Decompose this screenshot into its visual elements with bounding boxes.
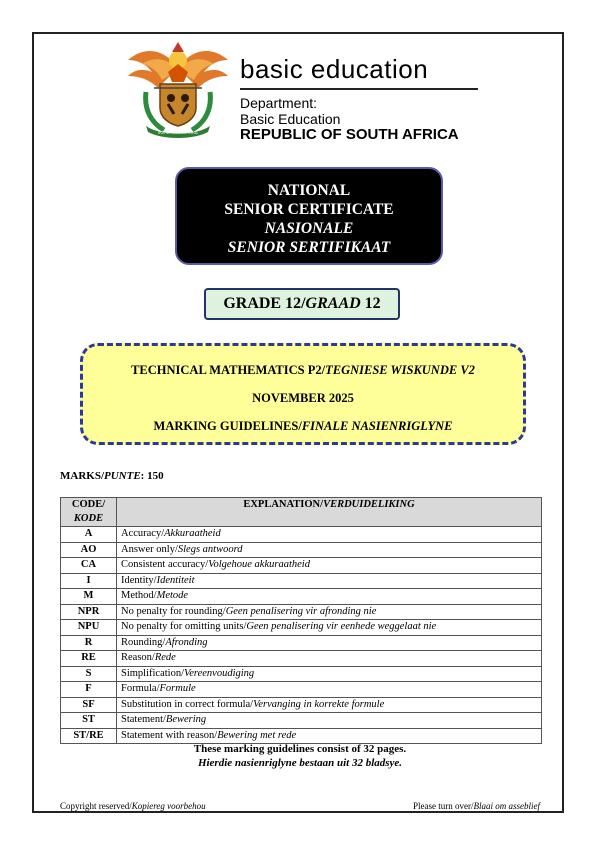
coat-of-arms-logo	[124, 38, 232, 138]
explanation-cell	[117, 604, 542, 620]
code-header-af: KODE	[73, 513, 104, 524]
page-count-en: These marking guidelines consist of 32 pages.	[193, 743, 407, 755]
explanation-cell	[117, 651, 542, 667]
explanation-cell	[117, 558, 542, 574]
page-count-af: Hierdie nasienriglyne bestaan uit 32 bladsye.	[197, 757, 403, 769]
table-row	[61, 620, 542, 636]
guidelines-title-af: FINALE NASIENRIGLYNE	[301, 419, 453, 433]
table-row	[61, 682, 542, 698]
explanation-en: Method/	[121, 590, 157, 602]
table-row	[61, 542, 542, 558]
explanation-en: Answer only/	[121, 543, 178, 555]
grade-prefix: GRADE 12/	[223, 295, 306, 312]
explanation-header-af: VERDUIDELIKING	[323, 499, 415, 510]
explanation-af: Metode	[156, 590, 189, 602]
explanation-cell	[117, 697, 542, 713]
code-cell: NPU	[61, 620, 117, 636]
code-cell: ST/RE	[61, 728, 117, 744]
code-cell: AO	[61, 542, 117, 558]
explanation-af: Formule	[159, 683, 196, 695]
brand-title: basic education	[240, 54, 429, 84]
explanation-cell	[117, 542, 542, 558]
code-cell: I	[61, 573, 117, 589]
explanation-af: Bewering	[165, 714, 207, 726]
marks-label-en: MARKS/	[60, 470, 104, 482]
explanation-af: Rede	[154, 652, 176, 664]
subject-title-en: TECHNICAL MATHEMATICS P2/	[131, 363, 326, 377]
turn-over-en: Please turn over/	[413, 801, 474, 811]
code-cell: F	[61, 682, 117, 698]
guidelines-title	[83, 419, 523, 434]
turn-over-af: Blaai om asseblief	[473, 801, 540, 811]
explanation-af: Vervanging in korrekte formule	[253, 698, 385, 710]
explanation-af: Identiteit	[156, 574, 195, 586]
explanation-en: Formula/	[121, 683, 160, 695]
explanation-en: Accuracy/	[121, 528, 165, 540]
certificate-line-4: SENIOR SERTIFIKAAT	[227, 239, 391, 256]
exam-date: NOVEMBER 2025	[252, 391, 354, 405]
table-row	[61, 651, 542, 667]
certificate-line-3: NASIONALE	[264, 220, 354, 237]
code-cell: A	[61, 527, 117, 543]
table-row	[61, 527, 542, 543]
motto-text: !KE E: /XARRA //KE	[157, 130, 199, 135]
explanation-en: Substitution in correct formula/	[121, 698, 254, 710]
subject-title	[83, 363, 523, 378]
table-row	[61, 604, 542, 620]
table-row	[61, 589, 542, 605]
brand-block	[240, 56, 478, 143]
explanation-en: Rounding/	[121, 636, 166, 648]
explanation-af: Afronding	[165, 636, 208, 648]
certificate-line-2: SENIOR CERTIFICATE	[224, 201, 394, 218]
grade-box	[204, 288, 400, 320]
explanation-en: Statement/	[121, 714, 166, 726]
table-row	[61, 635, 542, 651]
brand-divider	[240, 88, 478, 90]
explanation-af: Geen penalisering vir afronding nie	[225, 605, 377, 617]
explanation-en: No penalty for rounding/	[121, 605, 226, 617]
code-cell: NPR	[61, 604, 117, 620]
explanation-cell	[117, 589, 542, 605]
total-marks	[60, 470, 164, 482]
explanation-en: Reason/	[121, 652, 155, 664]
explanation-cell	[117, 573, 542, 589]
department-name: Basic Education	[240, 111, 341, 127]
explanation-af: Volgehoue akkuraatheid	[208, 559, 310, 571]
explanation-en: Simplification/	[121, 667, 184, 679]
explanation-header-en: EXPLANATION/	[243, 499, 324, 510]
country-name: REPUBLIC OF SOUTH AFRICA	[240, 126, 459, 143]
table-row	[61, 558, 542, 574]
explanation-af: Bewering met rede	[217, 729, 297, 741]
explanation-cell	[117, 666, 542, 682]
explanation-cell	[117, 527, 542, 543]
code-column-header	[61, 498, 117, 527]
marks-label-af: PUNTE	[104, 470, 141, 482]
explanation-en: No penalty for omitting units/	[121, 621, 247, 633]
code-cell: SF	[61, 697, 117, 713]
guidelines-title-en: MARKING GUIDELINES/	[153, 419, 302, 433]
footer-copyright	[60, 801, 206, 811]
table-header-row	[61, 498, 542, 527]
explanation-af: Akkuraatheid	[164, 528, 221, 540]
code-cell: ST	[61, 713, 117, 729]
table-row	[61, 666, 542, 682]
code-cell: CA	[61, 558, 117, 574]
explanation-en: Identity/	[121, 574, 157, 586]
certificate-box	[175, 167, 443, 265]
codes-table	[60, 497, 542, 744]
certificate-line-1: NATIONAL	[267, 182, 351, 199]
footer-turn-over	[413, 801, 540, 811]
copyright-en: Copyright reserved/	[60, 801, 132, 811]
explanation-af: Vereenvoudiging	[184, 667, 255, 679]
explanation-column-header	[117, 498, 542, 527]
explanation-af: Geen penalisering vir eenhede weggelaat nie	[246, 621, 437, 633]
explanation-cell	[117, 682, 542, 698]
subject-title-af: TEGNIESE WISKUNDE V2	[325, 363, 475, 377]
grade-suffix: 12	[360, 295, 381, 312]
table-row	[61, 573, 542, 589]
explanation-en: Statement with reason/	[121, 729, 218, 741]
code-cell: R	[61, 635, 117, 651]
code-cell: M	[61, 589, 117, 605]
subject-box	[80, 343, 526, 445]
code-cell: S	[61, 666, 117, 682]
code-header-en: CODE/	[71, 499, 106, 510]
explanation-en: Consistent accuracy/	[121, 559, 209, 571]
department-label: Department:	[240, 95, 318, 111]
code-cell: RE	[61, 651, 117, 667]
marks-value: : 150	[140, 470, 164, 482]
explanation-af: Slegs antwoord	[177, 543, 243, 555]
copyright-af: Kopiereg voorbehou	[131, 801, 206, 811]
table-row	[61, 713, 542, 729]
explanation-cell	[117, 713, 542, 729]
grade-afrikaans: GRAAD	[305, 295, 361, 312]
table-row	[61, 697, 542, 713]
explanation-cell	[117, 635, 542, 651]
explanation-cell	[117, 620, 542, 636]
page-count-note	[0, 742, 600, 770]
